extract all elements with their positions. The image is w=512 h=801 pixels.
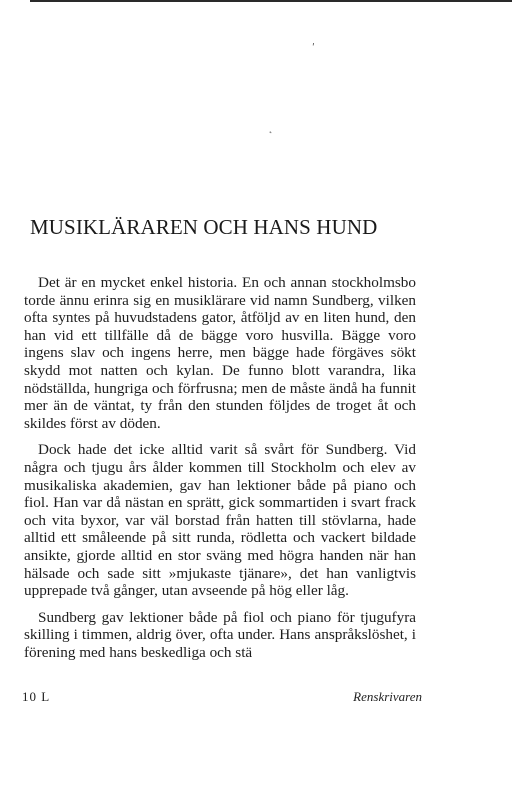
paragraph: Det är en mycket enkel historia. En och annan stockholmsbo torde ännu erinra sig en musiklärare vid namn Sundberg, vilken ofta syntes på huvudstadens gator, åtföljd av en liten hund, den han vid ett tillfälle då de bägge voro husvilla. Bägge voro ingens slav och ingens herre, men bägge hade förgäves sökt skydd mot natten och kylan. De funno blott varandra, lika nödställda, hungriga och förfrusna; men de måste ändå ha funnit mer än de väntat, ty från den stunden följdes de troget åt och skildes först av döden. — [24, 274, 416, 432]
print-speck: ˛ — [268, 123, 273, 134]
paragraph: Sundberg gav lektioner både på fiol och piano för tjugufyra skilling i timmen, aldrig över, ofta under. Hans anspråkslöshet, i förening med hans beskedliga och stä — [24, 608, 416, 661]
catchword: Renskrivaren — [353, 689, 422, 704]
paragraph: Dock hade det icke alltid varit så svårt för Sundberg. Vid några och tjugu års ålder kommen till Stockholm och elev av musikaliska akademien, gav han lektioner både på piano och fiol. Han var då nästan en sprätt, gick sommartiden i svart frack och vita byxor, var väl borstad från hatten till stövlarna, hade alltid ett småleende på sitt runda, rödletta och vackert bildade ansikte, gjorde alltid en stor sväng med högra handen när han hälsade och sade sitt »mjukaste tjänare», det han vanligtvis upprepade två gånger, utan avseende på hög eller låg. — [24, 441, 416, 600]
body-text — [24, 274, 416, 670]
top-rule — [30, 0, 512, 2]
chapter-title: MUSIKLÄRAREN OCH HANS HUND — [30, 215, 378, 239]
page-footer — [22, 689, 422, 707]
print-speck: ʹ — [312, 43, 315, 54]
signature-mark: 10 L — [22, 689, 51, 704]
